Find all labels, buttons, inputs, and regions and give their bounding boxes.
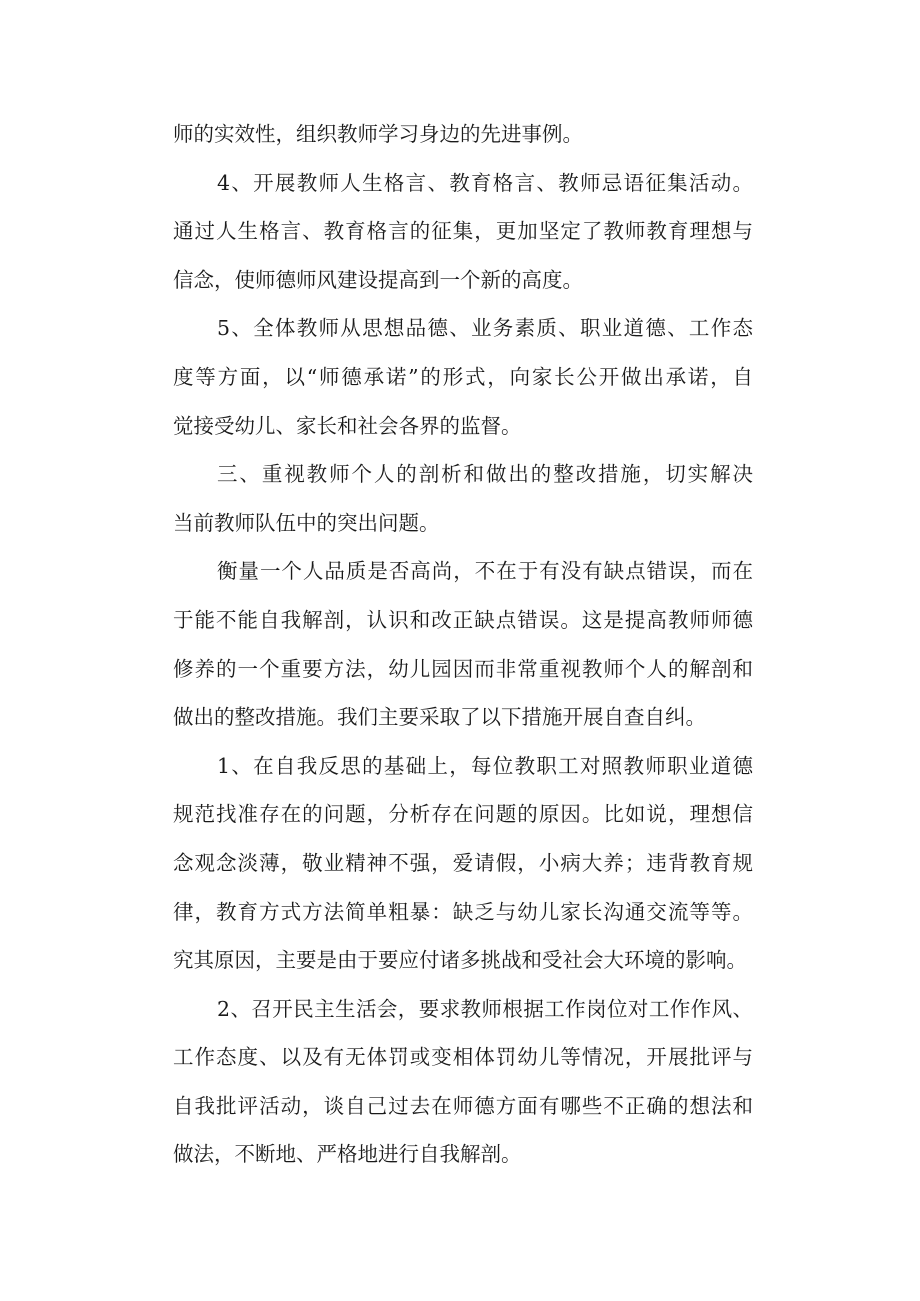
paragraph-1 — [173, 110, 753, 159]
text-line: 度等方面，以“师德承诺”的形式，向家长公开做出承诺，自 — [173, 364, 753, 389]
paragraph-7 — [173, 985, 753, 1179]
text-line: 4、开展教师人生格言、教育格言、教师忌语征集活动。 — [217, 170, 753, 195]
paragraph-2 — [173, 159, 753, 305]
text-line: 于能不能自我解剖，认识和改正缺点错误。这是提高教师师德 — [173, 607, 753, 632]
text-line: 修养的一个重要方法，幼儿园因而非常重视教师个人的解剖和 — [173, 656, 753, 681]
text-line: 衡量一个人品质是否高尚，不在于有没有缺点错误，而在 — [217, 559, 753, 584]
text-line: 三、重视教师个人的剖析和做出的整改措施，切实解决 — [217, 462, 753, 487]
text-line: 工作态度、以及有无体罚或变相体罚幼儿等情况，开展批评与 — [173, 1045, 753, 1070]
text-line: 觉接受幼儿、家长和社会各界的监督。 — [173, 413, 522, 438]
text-line: 1、在自我反思的基础上，每位教职工对照教师职业道德 — [217, 753, 753, 778]
text-line: 通过人生格言、教育格言的征集，更加坚定了教师教育理想与 — [173, 219, 753, 244]
text-line: 自我批评活动，谈自己过去在师德方面有哪些不正确的想法和 — [173, 1093, 753, 1118]
paragraph-3 — [173, 304, 753, 450]
text-line: 2、召开民主生活会，要求教师根据工作岗位对工作作风、 — [217, 996, 753, 1021]
text-line: 当前教师队伍中的突出问题。 — [173, 510, 440, 535]
text-line: 5、全体教师从思想品德、业务素质、职业道德、工作态 — [217, 316, 753, 341]
text-line: 律，教育方式方法简单粗暴：缺乏与幼儿家长沟通交流等等。 — [173, 899, 753, 924]
text-line: 念观念淡薄，敬业精神不强，爱请假，小病大养；违背教育规 — [173, 850, 753, 875]
text-line: 做出的整改措施。我们主要采取了以下措施开展自查自纠。 — [173, 705, 706, 730]
document-body — [173, 110, 753, 1179]
paragraph-6 — [173, 742, 753, 985]
text-line: 规范找准存在的问题，分析存在问题的原因。比如说，理想信 — [173, 802, 753, 827]
text-line: 究其原因，主要是由于要应付诸多挑战和受社会大环境的影响。 — [173, 948, 747, 973]
text-line: 做法，不断地、严格地进行自我解剖。 — [173, 1142, 522, 1167]
text-line: 师的实效性，组织教师学习身边的先进事例。 — [173, 122, 583, 146]
paragraph-5 — [173, 547, 753, 741]
text-line: 信念，使师德师风建设提高到一个新的高度。 — [173, 267, 583, 292]
paragraph-4 — [173, 450, 753, 547]
